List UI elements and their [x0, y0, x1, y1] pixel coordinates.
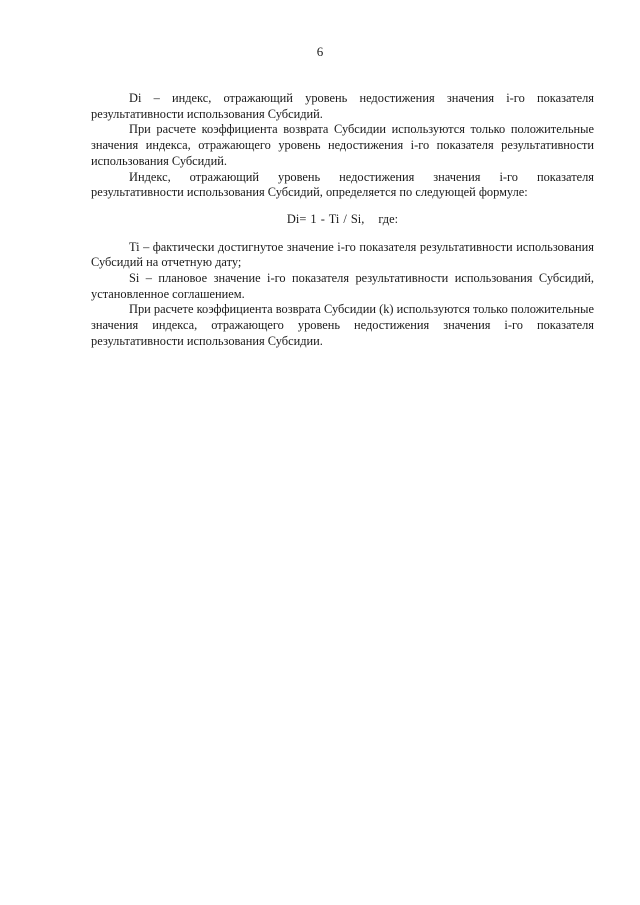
- formula-where: где:: [378, 211, 399, 226]
- paragraph-formula-intro: Индекс, отражающий уровень недостижения значения i-го показателя результативности использования Субсидий, определяется по следующей формуле:: [91, 169, 594, 200]
- formula-line: [91, 212, 594, 228]
- document-body: [91, 91, 594, 350]
- paragraph-si-definition: Si – плановое значение i-го показателя результативности использования Субсидий, установленное соглашением.: [91, 271, 594, 301]
- formula-expression: Di= 1 - Ti / Si,: [286, 211, 365, 226]
- paragraph-di-definition: Di – индекс, отражающий уровень недостижения значения i-го показателя результативности использования Субсидий.: [91, 91, 594, 121]
- paragraph-ti-definition: Ti – фактически достигнутое значение i-го показателя результативности использования Субсидий на отчетную дату;: [91, 239, 594, 270]
- paragraph-positive-values: При расчете коэффициента возврата Субсидии используются только положительные значения индекса, отражающего уровень недостижения i-го показателя результативности использования Субсидий.: [91, 122, 594, 168]
- page-number: 6: [316, 44, 324, 59]
- paragraph-coefficient-k: При расчете коэффициента возврата Субсидии (k) используются только положительные значения индекса, отражающего уровень недостижения значения i-го показателя результативности использования Субсидии.: [91, 302, 594, 348]
